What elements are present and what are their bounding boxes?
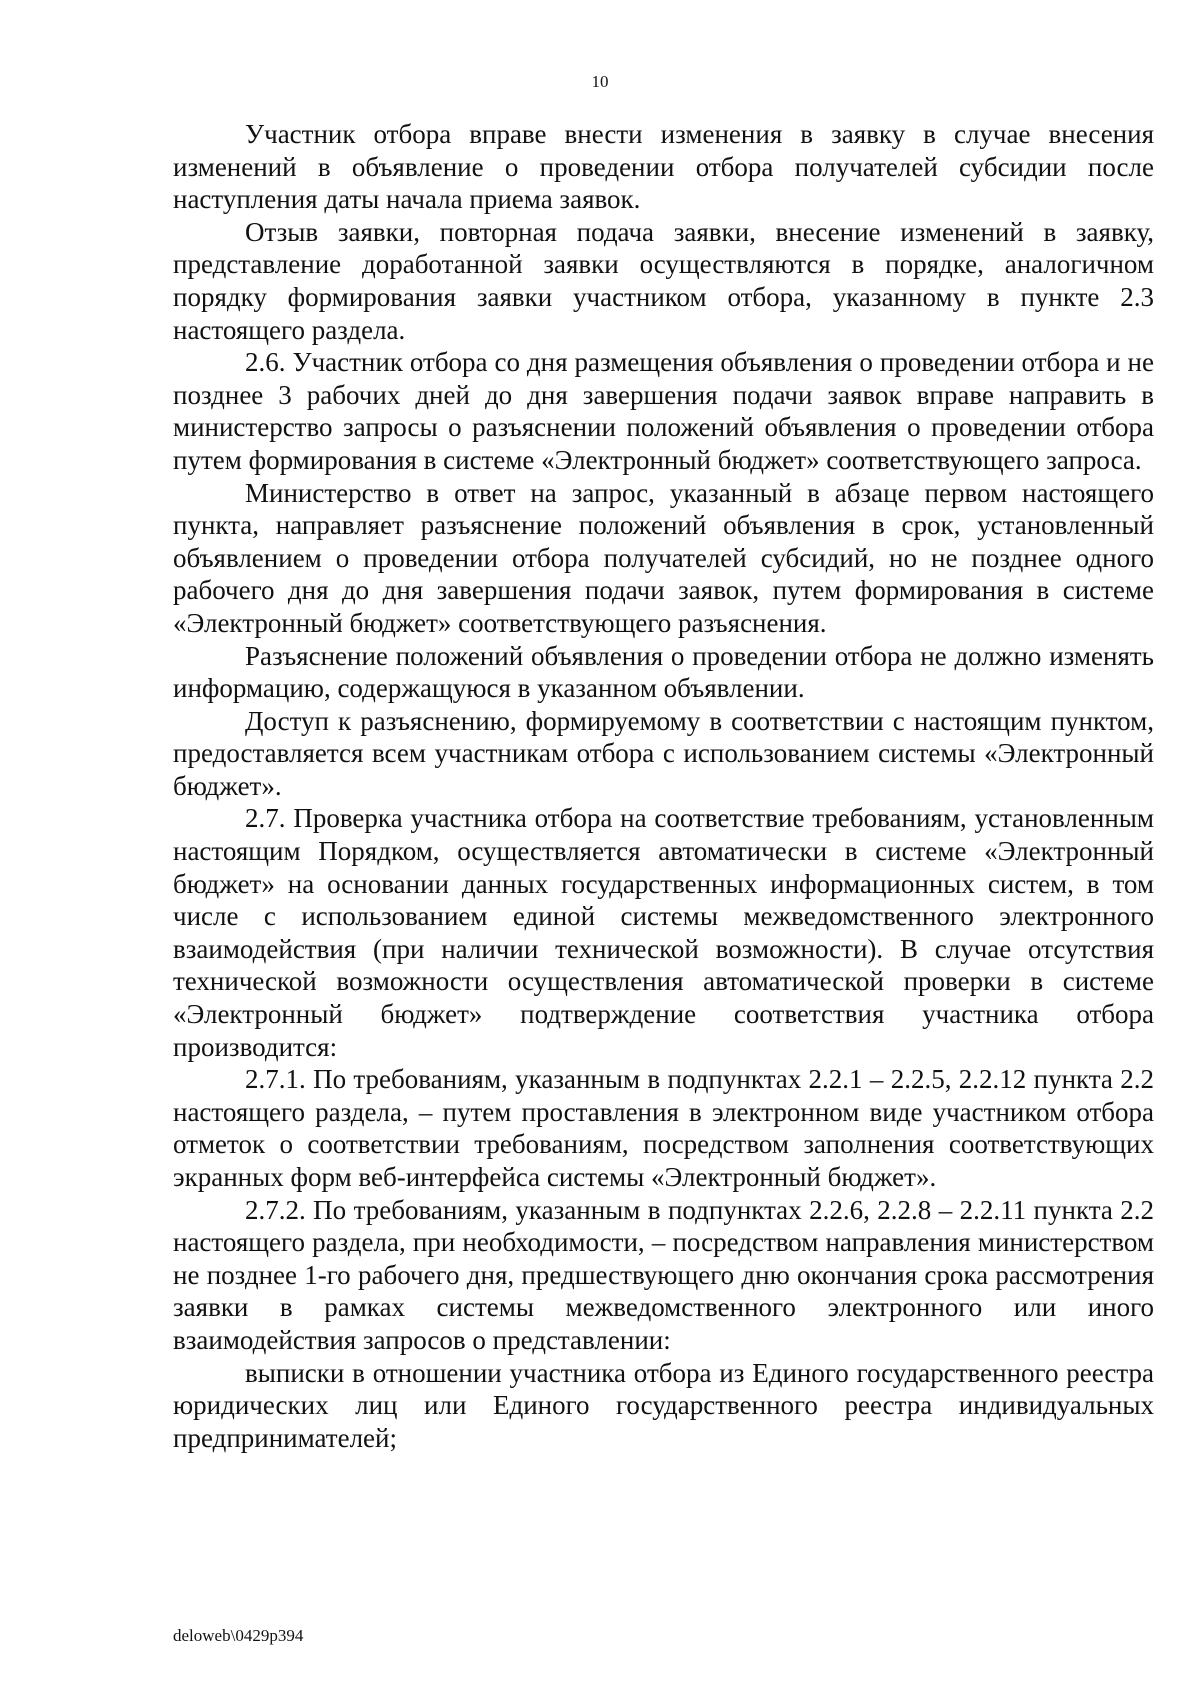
paragraph: 2.7.1. По требованиям, указанным в подпунктах 2.2.1 – 2.2.5, 2.2.12 пункта 2.2 настоящего раздела, – путем проставления в электронном виде участником отбора отметок о соответствии требованиям, посредством заполнения соответствующих экранных форм веб-интерфейса системы «Электронный бюджет». <box>173 1064 1154 1192</box>
paragraph: Министерство в ответ на запрос, указанный в абзаце первом настоящего пункта, направляет разъяснение положений объявления в срок, установленный объявлением о проведении отбора получателей субсидий, но не позднее одного рабочего дня до дня завершения подачи заявок, путем формирования в системе «Электронный бюджет» соответствующего разъяснения. <box>173 477 1154 638</box>
document-body <box>173 118 1154 1454</box>
paragraph: Доступ к разъяснению, формируемому в соответствии с настоящим пунктом, предоставляется всем участникам отбора с использованием системы «Электронный бюджет». <box>173 705 1154 801</box>
paragraph: 2.7.2. По требованиям, указанным в подпунктах 2.2.6, 2.2.8 – 2.2.11 пункта 2.2 настоящего раздела, при необходимости, – посредством направления министерством не позднее 1-го рабочего дня, предшествующего дню окончания срока рассмотрения заявки в рамках системы межведомственного электронного или иного взаимодействия запросов о представлении: <box>173 1194 1154 1355</box>
paragraph: выписки в отношении участника отбора из Единого государственного реестра юридических лиц или Единого государственного реестра индивидуальных предпринимателей; <box>173 1357 1154 1453</box>
paragraph: 2.6. Участник отбора со дня размещения объявления о проведении отбора и не позднее 3 рабочих дней до дня завершения подачи заявок вправе направить в министерство запросы о разъяснении положений объявления о проведении отбора путем формирования в системе «Электронный бюджет» соответствующего запроса. <box>173 347 1154 475</box>
paragraph: 2.7. Проверка участника отбора на соответствие требованиям, установленным настоящим Порядком, осуществляется автоматически в системе «Электронный бюджет» на основании данных государственных информационных систем, в том числе с использованием единой системы межведомственного электронного взаимодействия (при наличии технической возможности). В случае отсутствия технической возможности осуществления автоматической проверки в системе «Электронный бюджет» подтверждение соответствия участника отбора производится: <box>173 803 1154 1062</box>
document-footer-code: deloweb\0429p394 <box>173 1626 304 1645</box>
paragraph: Участник отбора вправе внести изменения в заявку в случае внесения изменений в объявление о проведении отбора получателей субсидии после наступления даты начала приема заявок. <box>173 119 1154 215</box>
paragraph: Разъяснение положений объявления о проведении отбора не должно изменять информацию, содержащуюся в указанном объявлении. <box>173 640 1154 704</box>
paragraph: Отзыв заявки, повторная подача заявки, внесение изменений в заявку, представление доработанной заявки осуществляются в порядке, аналогичном порядку формирования заявки участником отбора, указанному в пункте 2.3 настоящего раздела. <box>173 216 1154 345</box>
page-number: 10 <box>591 72 609 91</box>
